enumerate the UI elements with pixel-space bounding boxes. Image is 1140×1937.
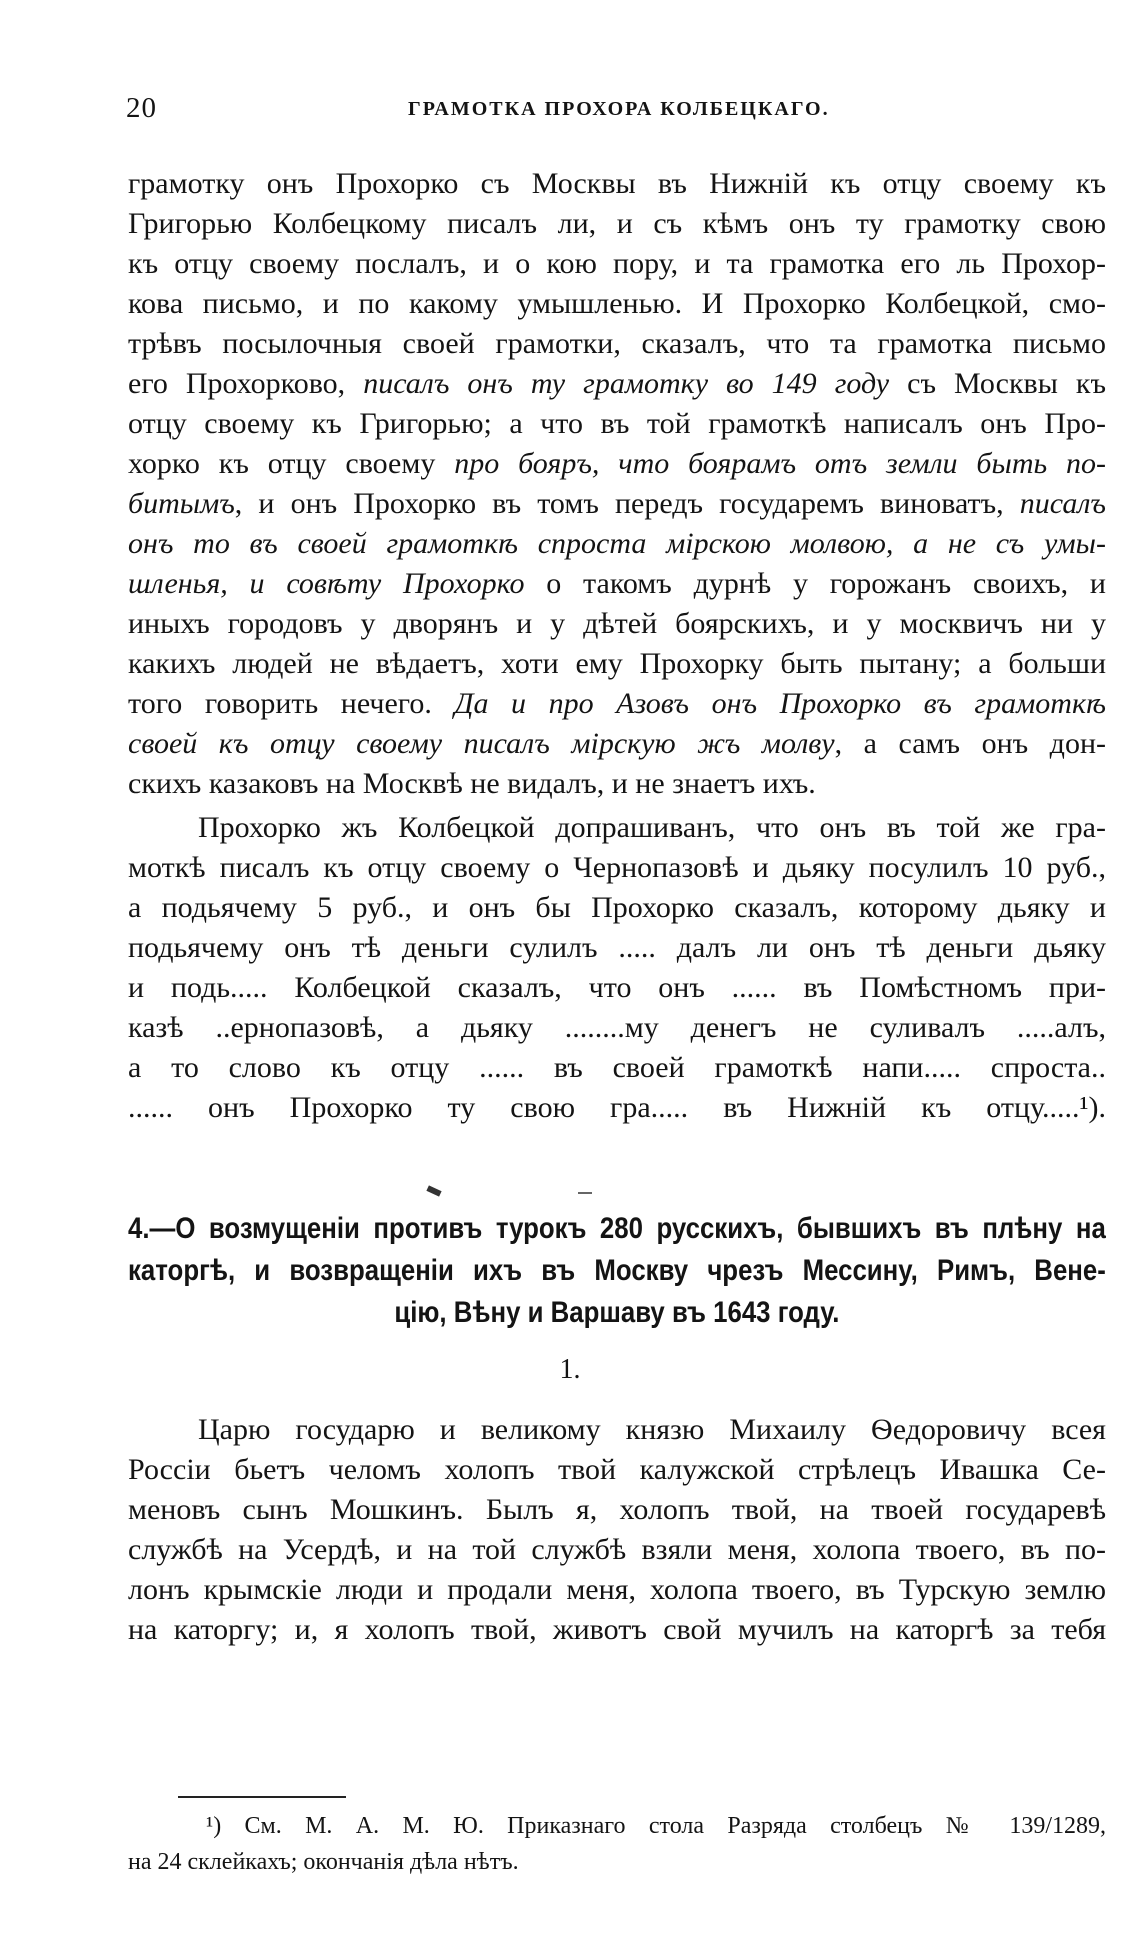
italic-phrase: писалъ онъ ту грамотку во 149 году bbox=[363, 367, 890, 400]
text-line: лонъ крымскіе люди и продали меня, холопа твоего, въ Турскую землю bbox=[128, 1573, 1106, 1606]
text-line: своей къ отцу своему писалъ мірскую жъ молву, а самъ онъ дон- bbox=[128, 727, 1106, 760]
text-line: хорко къ отцу своему про бояръ, что боярамъ отъ земли быть по- bbox=[128, 447, 1106, 480]
text-line: и подь..... Колбецкой сказалъ, что онъ ...... въ Помѣстномъ при- bbox=[128, 971, 1106, 1004]
text-line: ...... онъ Прохорко ту свою гра..... въ Нижній къ отцу.....¹). bbox=[128, 1091, 1106, 1124]
text-line: того говорить нечего. Да и про Азовъ онъ Прохорко въ грамоткѣ bbox=[128, 687, 1106, 720]
italic-phrase: битымъ bbox=[128, 487, 235, 520]
text-line: моткѣ писалъ къ отцу своему о Чернопазовѣ и дьяку посулилъ 10 руб., bbox=[128, 851, 1106, 884]
section-heading bbox=[128, 1208, 1106, 1334]
text-line: службѣ на Усердѣ, и на той службѣ взяли меня, холопа твоего, въ по- bbox=[128, 1533, 1106, 1566]
text-line: какихъ людей не вѣдаетъ, хоти ему Прохорку быть пытану; а больши bbox=[128, 647, 1106, 680]
text-line: Григорью Колбецкому писалъ ли, и съ кѣмъ онъ ту грамотку свою bbox=[128, 207, 1106, 240]
text-line: Россіи бьетъ челомъ холопъ твой калужской стрѣлецъ Ивашка Се- bbox=[128, 1453, 1106, 1486]
page-header bbox=[126, 92, 1106, 136]
text-line: иныхъ городовъ у дворянъ и у дѣтей боярскихъ, и у москвичъ ни у bbox=[128, 607, 1106, 640]
text-line: казѣ ..ернопазовѣ, а дьяку ........му денегъ не суливалъ .....алъ, bbox=[128, 1011, 1106, 1044]
page-number: 20 bbox=[126, 92, 157, 124]
italic-phrase: про бояръ, что боярамъ отъ земли быть по- bbox=[454, 447, 1106, 480]
text-line: трѣвъ посылочныя своей грамотки, сказалъ, что та грамотка письмо bbox=[128, 327, 1106, 360]
text-line: подьячему онъ тѣ деньги сулилъ ..... далъ ли онъ тѣ деньги дьяку bbox=[128, 931, 1106, 964]
text-line: кова письмо, и по какому умышленью. И Прохорко Колбецкой, смо- bbox=[128, 287, 1106, 320]
document-number: 1. bbox=[559, 1354, 581, 1385]
italic-phrase: своей къ отцу своему писалъ мірскую жъ молву bbox=[128, 727, 835, 760]
text-line: отцу своему къ Григорью; а что въ той грамоткѣ написалъ онъ Про- bbox=[128, 407, 1106, 440]
text-line: онъ то въ своей грамоткѣ спроста мірскою молвою, а не съ умы- bbox=[128, 527, 1106, 560]
heading-line: каторгѣ, и возвращеніи ихъ въ Москву чрезъ Мессину, Римъ, Вене- bbox=[128, 1254, 1106, 1287]
text-line: Царю государю и великому князю Михаилу Ѳедоровичу всея bbox=[198, 1413, 1106, 1446]
heading-line: 4.—О возмущеніи противъ турокъ 280 русскихъ, бывшихъ въ плѣну на bbox=[128, 1212, 1106, 1245]
text-line: Прохорко жъ Колбецкой допрашиванъ, что онъ въ той же гра- bbox=[198, 811, 1106, 844]
text-line: его Прохорково, писалъ онъ ту грамотку во 149 году съ Москвы къ bbox=[128, 367, 1106, 400]
footnote-line: ¹) См. М. А. М. Ю. Приказнаго стола Разряда столбецъ № 139/1289, bbox=[206, 1813, 1106, 1839]
text-line: а то слово къ отцу ...... въ своей грамоткѣ напи..... спроста.. bbox=[128, 1051, 1106, 1084]
text-line: грамотку онъ Прохорко съ Москвы въ Нижній къ отцу своему къ bbox=[128, 167, 1106, 200]
heading-line: цію, Вѣну и Варшаву въ 1643 году. bbox=[394, 1296, 840, 1329]
printing-speck bbox=[578, 1192, 592, 1194]
paragraph-petition bbox=[128, 1410, 1106, 1650]
paragraph-second-interrogation bbox=[128, 808, 1106, 1128]
text-line: къ отцу своему послалъ, и о кою пору, и та грамотка его ль Прохор- bbox=[128, 247, 1106, 280]
text-line: а подьячему 5 руб., и онъ бы Прохорко сказалъ, которому дьяку и bbox=[128, 891, 1106, 924]
text-line: скихъ казаковъ на Москвѣ не видалъ, и не знаетъ ихъ. bbox=[128, 767, 816, 800]
text-line: на каторгу; и, я холопъ твой, животъ свой мучилъ на каторгѣ за тебя bbox=[128, 1613, 1106, 1646]
footnote-divider bbox=[178, 1796, 346, 1798]
paragraph-interrogation bbox=[128, 164, 1106, 804]
footnote-line: на 24 склейкахъ; окончанія дѣла нѣтъ. bbox=[128, 1849, 519, 1875]
footnotes bbox=[128, 1808, 1106, 1880]
italic-phrase: писалъ bbox=[1019, 487, 1106, 520]
text-line: битымъ, и онъ Прохорко въ томъ передъ государемъ виноватъ, писалъ bbox=[128, 487, 1106, 520]
italic-phrase: шленья, и совѣту Прохорко bbox=[128, 567, 525, 600]
printing-speck bbox=[426, 1185, 441, 1196]
italic-phrase: Да и про Азовъ онъ Прохорко въ грамоткѣ bbox=[454, 687, 1106, 720]
text-line: шленья, и совѣту Прохорко о такомъ дурнѣ у горожанъ своихъ, и bbox=[128, 567, 1106, 600]
text-line: меновъ сынъ Мошкинъ. Былъ я, холопъ твой, на твоей государевѣ bbox=[128, 1493, 1106, 1526]
running-title: ГРАМОТКА ПРОХОРА КОЛБЕЦКАГО. bbox=[408, 98, 830, 120]
